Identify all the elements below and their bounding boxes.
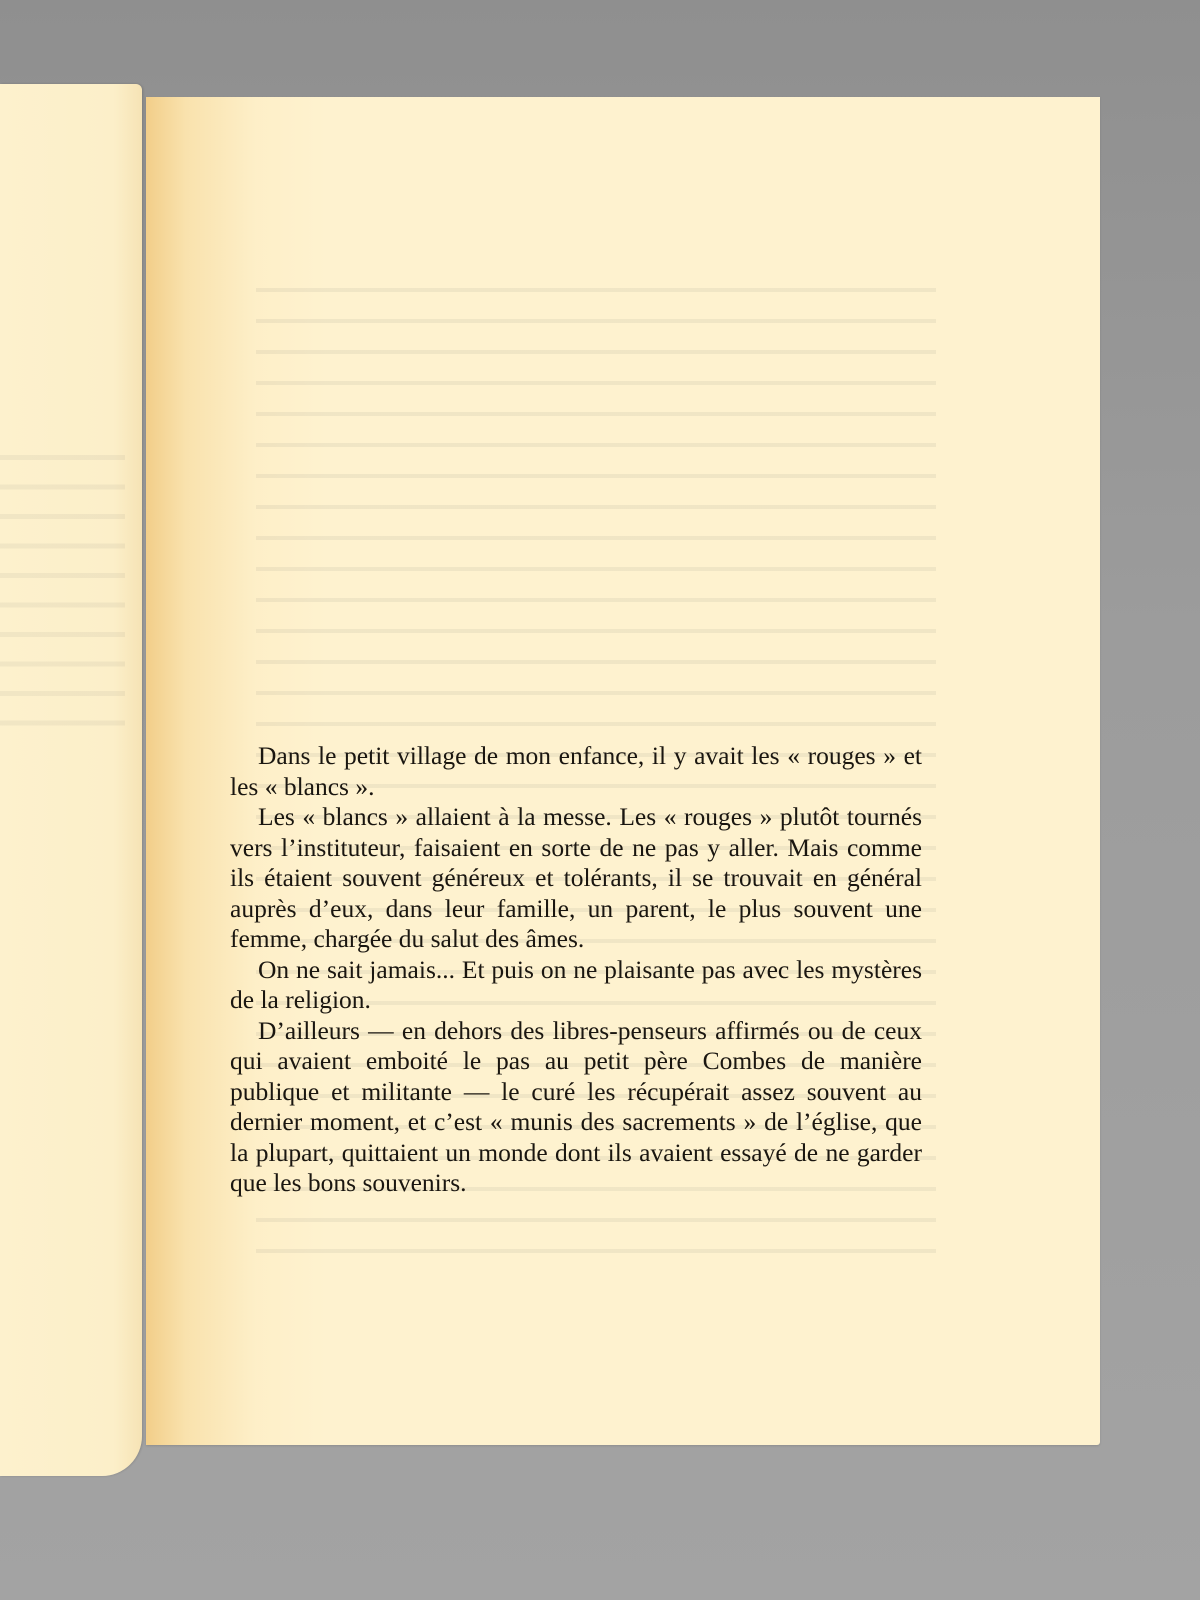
bleed-through-text-left — [0, 439, 125, 749]
paragraph: On ne sait jamais... Et puis on ne plaisante pas avec les mystères de la religion. — [230, 954, 922, 1014]
paragraph: D’ailleurs — en dehors des libres-penseurs affirmés ou de ceux qui avaient emboité le pas au petit père Combes de manière publique et militante — le curé les récupérait assez souvent au dernier moment, et c’est « munis des sacrements » de l’église, que la plupart, quittaient un monde dont ils avaient essayé de ne garder que les bons souvenirs. — [230, 1015, 922, 1197]
body-text — [230, 741, 922, 1199]
paragraph: Dans le petit village de mon enfance, il y avait les « rouges » et les « blancs ». — [230, 741, 922, 801]
paragraph: Les « blancs » allaient à la messe. Les « rouges » plutôt tournés vers l’instituteur, faisaient en sorte de ne pas y aller. Mais comme ils étaient souvent généreux et tolérants, il se trouvait en général auprès d’eux, dans leur famille, un parent, le plus souvent une femme, chargée du salut des âmes. — [230, 802, 922, 953]
left-page — [0, 84, 142, 1476]
